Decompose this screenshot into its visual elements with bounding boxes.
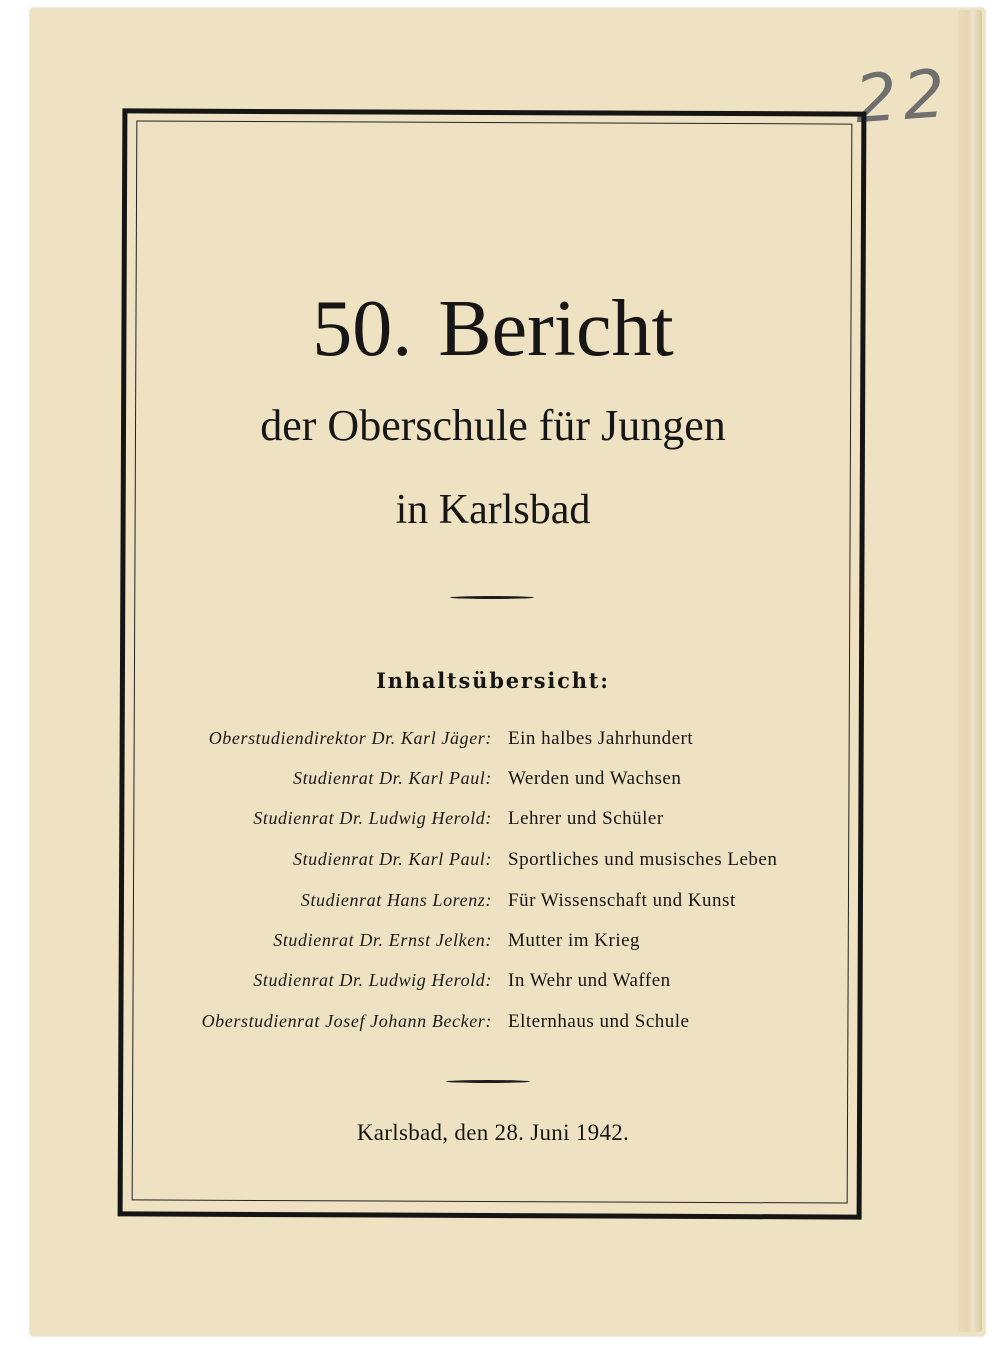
- toc-entry: [134, 890, 852, 920]
- toc-entry-author: Studienrat Dr. Karl Paul:: [292, 849, 492, 869]
- ornament-divider-top: [450, 596, 534, 599]
- toc-entry-title: Werden und Wachsen: [508, 768, 682, 789]
- toc-entry-title: In Wehr und Waffen: [508, 970, 671, 991]
- toc-entry-author: Studienrat Dr. Ludwig Herold:: [253, 970, 492, 990]
- toc-entry: [134, 930, 852, 960]
- toc-entry-author: Studienrat Dr. Ernst Jelken:: [273, 930, 492, 950]
- toc-heading: Inhaltsübersicht:: [376, 668, 610, 693]
- toc-entry-title: Lehrer und Schüler: [508, 808, 664, 829]
- toc-entry: [134, 970, 852, 1000]
- toc-entry-author: Oberstudienrat Josef Johann Becker:: [201, 1011, 492, 1031]
- toc-entry: [134, 849, 852, 879]
- toc-entry-title: Für Wissenschaft und Kunst: [508, 890, 736, 911]
- toc-entry-title: Sportliches und musisches Leben: [508, 849, 778, 870]
- toc-entry-title: Ein halbes Jahrhundert: [508, 728, 694, 749]
- toc-entry-author: Studienrat Dr. Karl Paul:: [292, 768, 492, 788]
- toc-entry-author: Studienrat Dr. Ludwig Herold:: [253, 808, 492, 828]
- toc-entry-author: Studienrat Hans Lorenz:: [300, 890, 492, 910]
- toc-entry: [134, 728, 852, 758]
- toc-entry: [134, 808, 852, 838]
- toc-entry-title: Mutter im Krieg: [508, 930, 641, 951]
- toc-entry-title: Elternhaus und Schule: [508, 1011, 690, 1032]
- toc-entry: [134, 768, 852, 798]
- ornament-divider-bottom: [446, 1080, 530, 1083]
- toc-entry: [134, 1011, 852, 1041]
- subtitle-line-1: der Oberschule für Jungen: [260, 401, 726, 450]
- document-title: 50. Bericht: [312, 285, 674, 373]
- dateline: Karlsbad, den 28. Juni 1942.: [356, 1120, 630, 1145]
- inner-border-frame: [132, 120, 853, 1203]
- paper-stack-edge: [958, 10, 982, 1332]
- subtitle-line-2: in Karlsbad: [395, 487, 591, 533]
- toc-entry-author: Oberstudiendirektor Dr. Karl Jäger:: [208, 728, 492, 748]
- handwritten-page-number: 22: [852, 54, 954, 139]
